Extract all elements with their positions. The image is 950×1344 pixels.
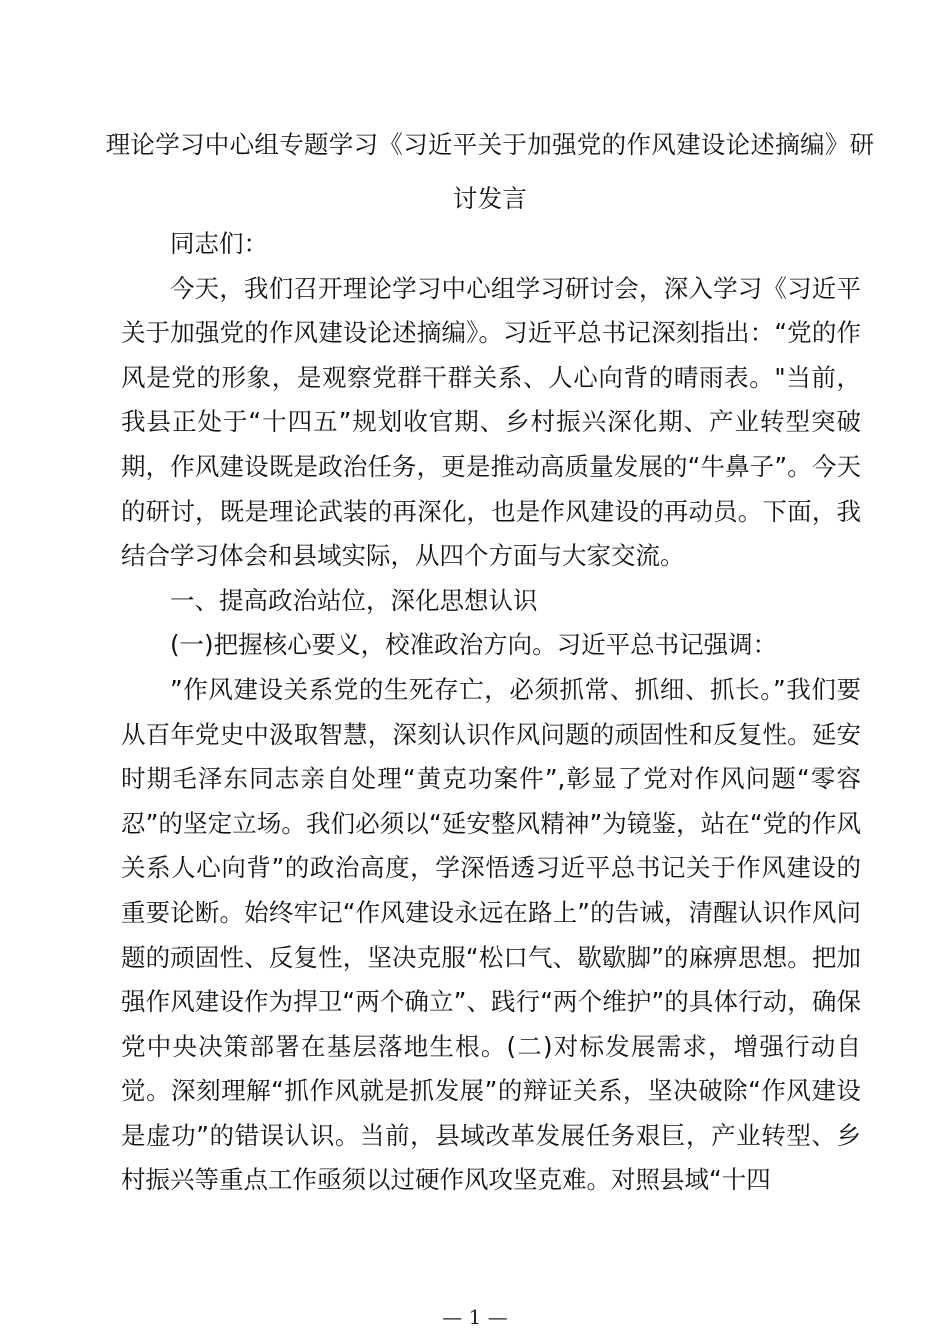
body-paragraph: ”作风建设关系党的生死存亡，必须抓常、抓细、抓长。”我们要从百年党史中汲取智慧，深刻认识作风问题的顽固性和反复性。延安时期毛泽东同志亲自处理“黄克功案件”,彰显了党对作风问题“零容忍”的坚定立场。我们必须以“延安整风精神”为镜鉴，站在“党的作风关系人心向背”的政治高度，学深悟透习近平总书记关于作风建设的重要论断。始终牢记“作风建设永远在路上”的告诫，清醒认识作风问题的顽固性、反复性，坚决克服“松口气、歇歇脚”的麻痹思想。把加强作风建设作为捍卫“两个确立”、践行“两个维护”的具体行动，确保党中央决策部署在基层落地生根。(二)对标发展需求，增强行动自觉。深刻理解“抓作风就是抓发展”的辩证关系，坚决破除“作风建设是虚功”的错误认识。当前，县域改革发展任务艰巨，产业转型、乡村振兴等重点工作亟须以过硬作风攻坚克难。对照县域“十四 [121, 674, 861, 1195]
intro-paragraph: 今天，我们召开理论学习中心组学习研讨会，深入学习《习近平关于加强党的作风建设论述摘编》。习近平总书记深刻指出：“党的作风是党的形象，是观察党群干群关系、人心向背的晴雨表。"当前，我县正处于“十四五”规划收官期、乡村振兴深化期、产业转型突破期，作风建设既是政治任务，更是推动高质量发展的“牛鼻子”。今天的研讨，既是理论武装的再深化，也是作风建设的再动员。下面，我结合学习体会和县域实际，从四个方面与大家交流。 [121, 273, 861, 571]
subsection-paragraph: (一)把握核心要义，校准政治方向。习近平总书记强调： [170, 630, 778, 660]
section-heading: 一、提高政治站位，深化思想认识 [170, 585, 538, 615]
document-title: 理论学习中心组专题学习《习近平关于加强党的作风建设论述摘编》研讨发言 [105, 130, 875, 213]
page-number: — 1 — [442, 1305, 508, 1329]
salutation-paragraph: 同志们： [170, 229, 268, 258]
document-body [121, 222, 861, 1203]
